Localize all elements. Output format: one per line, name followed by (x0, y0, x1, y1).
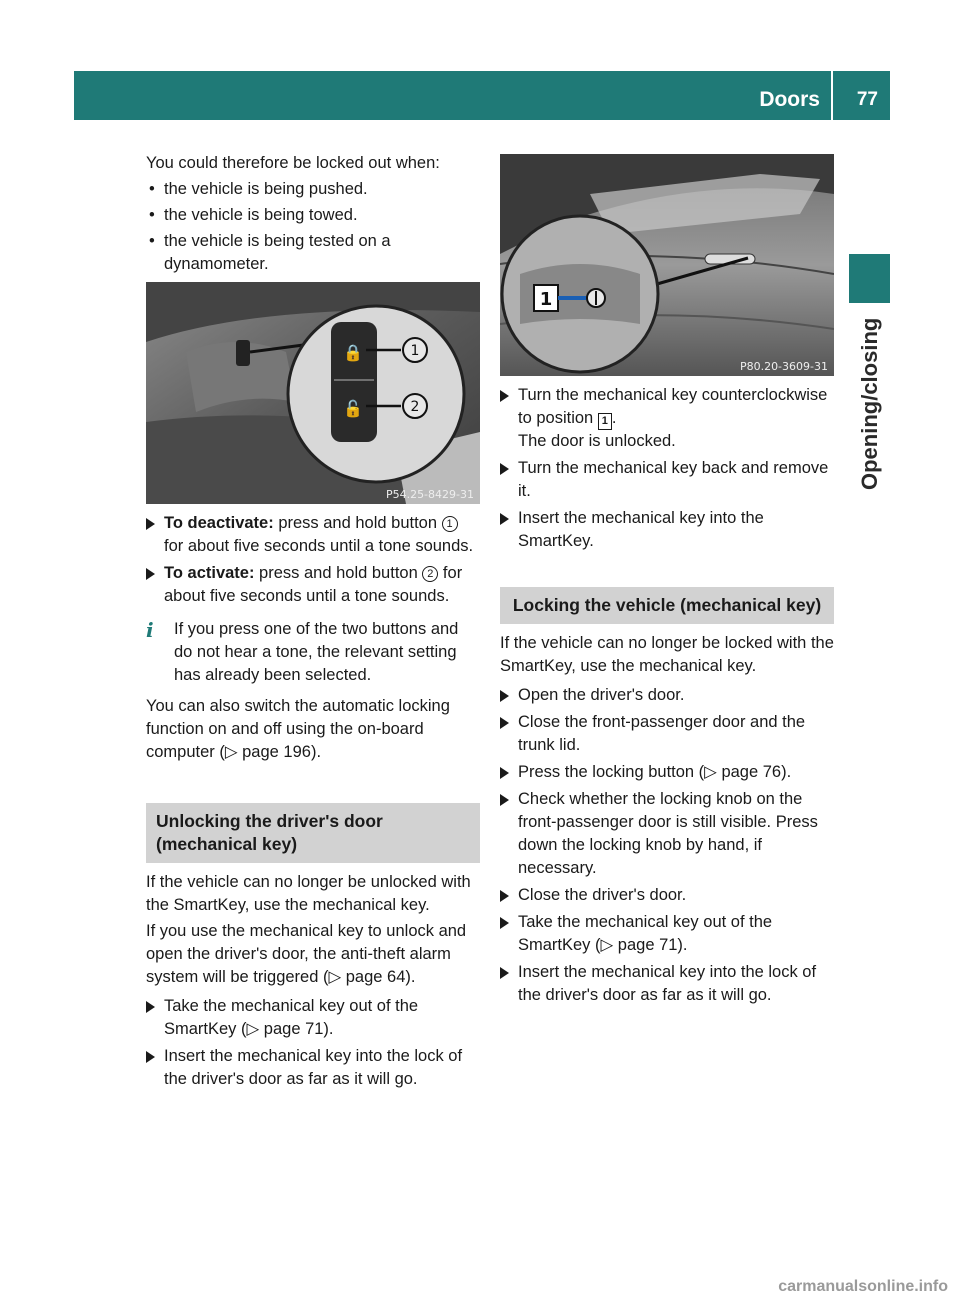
step-text: Insert the mechanical key into the lock of the driver's door as far as it will go. (164, 1047, 463, 1088)
step-text: Check whether the locking knob on the front-passenger door is still visible. Press down the locking knob by hand, if necessary. (518, 790, 818, 877)
arrow-icon (500, 917, 509, 929)
photo-ref: 1 (539, 289, 553, 310)
step-item (500, 384, 834, 453)
list-item: • the vehicle is being pushed. (146, 178, 480, 201)
step-text: Close the front-passenger door and the trunk lid. (518, 713, 806, 754)
section-title: Doors (759, 88, 820, 111)
left-column (146, 152, 480, 1095)
step-item (146, 512, 480, 558)
door-lock-photo (500, 154, 834, 376)
step-item (500, 884, 834, 907)
svg-text:2: 2 (410, 399, 420, 415)
arrow-icon (500, 463, 509, 475)
chapter-tab (849, 254, 890, 303)
step-text: Insert the mechanical key into the lock of the driver's door as far as it will go. (518, 963, 817, 1004)
arrow-icon (500, 794, 509, 806)
car-door-illustration (500, 154, 834, 376)
ref-box: 1 (598, 413, 612, 430)
step-text: . (611, 409, 617, 427)
svg-text:🔒: 🔒 (343, 343, 363, 362)
info-text: If you press one of the two buttons and do not hear a tone, the relevant setting has already been selected. (174, 620, 459, 684)
step-result: The door is unlocked. (518, 432, 676, 450)
arrow-icon (146, 518, 155, 530)
paragraph: If the vehicle can no longer be unlocked with the SmartKey, use the mechanical key. (146, 873, 471, 914)
step-text: Press the locking button (▷ page 76). (518, 763, 792, 781)
step-item (146, 1045, 480, 1091)
step-item (500, 457, 834, 503)
chapter-label: Opening/closing (857, 318, 882, 491)
right-column (500, 152, 834, 1011)
photo-code: P80.20-3609-31 (739, 360, 828, 373)
svg-text:🔓: 🔓 (343, 399, 363, 418)
page-header (74, 71, 890, 120)
footer-watermark: carmanualsonline.info (778, 1278, 948, 1295)
arrow-icon (500, 690, 509, 702)
step-item (500, 911, 834, 957)
step-text: Insert the mechanical key into the SmartKey. (518, 509, 764, 550)
step-item (500, 788, 834, 880)
step-item (500, 711, 834, 757)
step-item (146, 995, 480, 1041)
step-text: Take the mechanical key out of the SmartKey (▷ page 71). (518, 913, 773, 954)
step-text: press and hold button (254, 564, 423, 582)
arrow-icon (500, 390, 509, 402)
arrow-icon (146, 1051, 155, 1063)
step-item (500, 507, 834, 553)
step-item (500, 961, 834, 1007)
step-text: press and hold button (273, 514, 442, 532)
page-number: 77 (856, 89, 878, 110)
paragraph: You can also switch the automatic locking function on and off using the on-board computer (▷ page 196). (146, 697, 450, 761)
ref-number: 2 (422, 566, 438, 582)
arrow-icon (500, 967, 509, 979)
door-buttons-photo (146, 282, 480, 504)
intro-text: You could therefore be locked out when: (146, 154, 440, 172)
step-text: Turn the mechanical key counterclockwise to position (518, 386, 828, 427)
info-icon: i (146, 618, 154, 642)
paragraph: If you use the mechanical key to unlock and open the driver's door, the anti-theft alarm system will be triggered (▷ page 64). (146, 922, 467, 986)
step-text: for about five seconds until a tone sounds. (164, 564, 463, 605)
section-heading: Locking the vehicle (mechanical key) (500, 587, 834, 624)
step-item (146, 562, 480, 608)
arrow-icon (500, 890, 509, 902)
ref-number: 1 (442, 516, 458, 532)
arrow-icon (500, 513, 509, 525)
door-panel-illustration (146, 282, 480, 504)
paragraph: If the vehicle can no longer be locked with the SmartKey, use the mechanical key. (500, 634, 834, 675)
step-item (500, 684, 834, 707)
arrow-icon (500, 767, 509, 779)
step-item (500, 761, 834, 784)
info-note (146, 618, 480, 687)
step-text: for about five seconds until a tone sounds. (164, 537, 474, 555)
arrow-icon (500, 717, 509, 729)
step-text: Turn the mechanical key back and remove it. (518, 459, 829, 500)
arrow-icon (146, 1001, 155, 1013)
list-item: • the vehicle is being tested on a dynamometer. (146, 230, 480, 276)
section-heading: Unlocking the driver's door (mechanical key) (146, 803, 480, 863)
photo-code: P54.25-8429-31 (385, 488, 474, 501)
step-text: Open the driver's door. (518, 686, 685, 704)
svg-text:1: 1 (410, 343, 420, 359)
list-item: • the vehicle is being towed. (146, 204, 480, 227)
step-text: Take the mechanical key out of the SmartKey (▷ page 71). (164, 997, 419, 1038)
header-divider (831, 71, 833, 120)
arrow-icon (146, 568, 155, 580)
step-bold: To deactivate: (164, 514, 274, 532)
step-text: Close the driver's door. (518, 886, 687, 904)
step-bold: To activate: (164, 564, 255, 582)
